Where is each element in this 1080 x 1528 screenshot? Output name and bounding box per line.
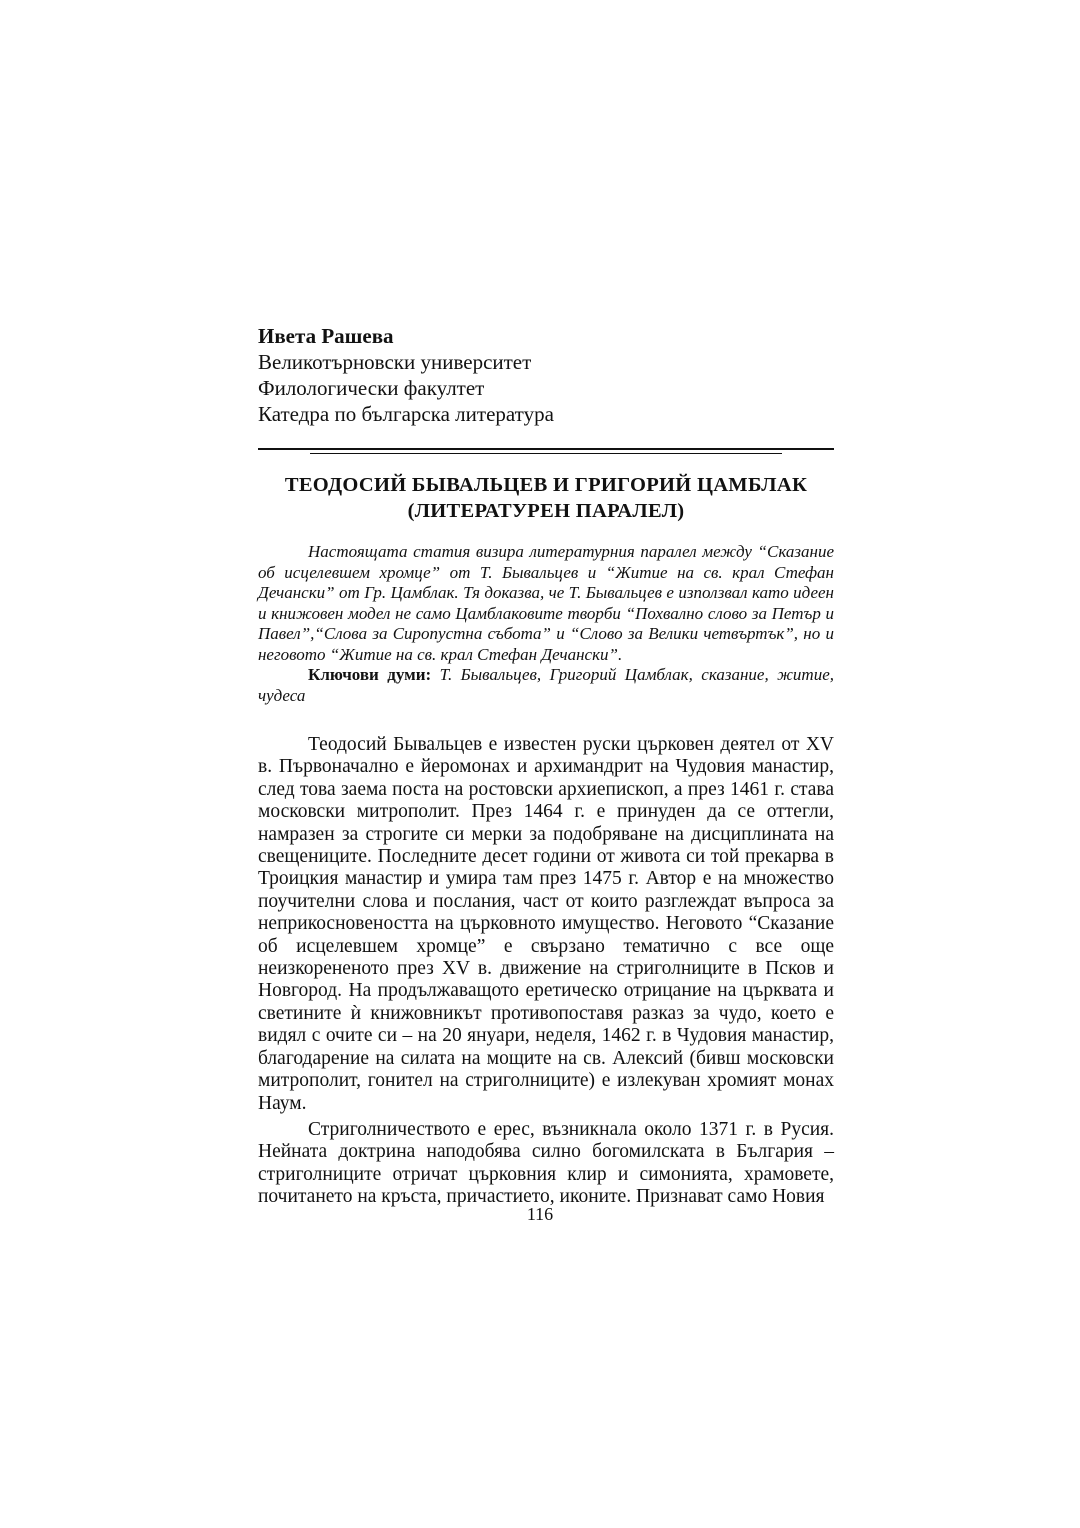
header-rule-thick (258, 448, 834, 450)
article-title (258, 472, 834, 524)
author-affiliation-block (258, 323, 838, 427)
article-title-line2: (ЛИТЕРАТУРЕН ПАРАЛЕЛ) (407, 500, 685, 522)
page-number: 116 (526, 1204, 554, 1224)
author-name: Ивета Рашева (258, 324, 394, 348)
abstract-text: Настоящата статия визира литературния паралел между “Сказание об исцелевшем хромце” от Т. Бывальцев и “Житие на св. крал Стефан Дечански” от Гр. Цамблак. Тя доказва, че Т. Бывальцев е използвал като идеен и книжовен модел не само Цамблаковите творби “Похвално слово за Петър и Павел”,“Слова за Сиропустна събота” и “Слово за Велики четвъртък”, но и неговото “Житие на св. крал Стефан Дечански”. (258, 542, 834, 664)
body-paragraph-1: Теодосий Бывальцев е известен руски църковен деятел от XV в. Първоначално е йеромонах и архимандрит на Чудовия манастир, след това заема поста на ростовски архиепископ, а през 1461 г. става московски митрополит. През 1464 г. е принуден да се оттегли, намразен за строгите си мерки за подобряване на дисциплината на свещениците. Последните десет години от живота си той прекарва в Троицкия манастир и умира там през 1475 г. Автор е на множество поучителни слова и послания, част от които разглеждат въпроса за неприкосновеността на църковното имущество. Неговото “Сказание об исцелевшем хромце” е свързано тематично с все още неизкорененото през XV в. движение на стриголниците в Псков и Новгород. На продължаващото еретическо отрицание на църквата и светините ѝ книжовникът противопоставя разказ за чудо, което е видял с очите си – на 20 януари, неделя, 1462 г. в Чудовия манастир, благодарение на силата на мощите на св. Алексий (бивш московски митрополит, гонител на стриголниците) е излекуван хромият монах Наум. (258, 734, 834, 1114)
university-name: Великотърновски университет (258, 350, 532, 374)
keywords-list: Т. Бывальцев, Григорий Цамблак, сказание, житие, чудеса (258, 665, 834, 705)
department-name: Катедра по българска литература (258, 402, 554, 426)
body-text (258, 734, 834, 1209)
keywords-label: Ключови думи: (308, 665, 432, 684)
faculty-name: Филологически факултет (258, 376, 485, 400)
header-rule-thin (310, 453, 782, 454)
keywords-line (258, 665, 834, 706)
abstract-block (258, 542, 834, 706)
body-paragraph-2: Стриголничеството е ерес, възникнала около 1371 г. в Русия. Нейната доктрина наподобява силно богомилската в България – стриголниците отричат църковния клир и симонията, храмовете, почитането на кръста, причастието, иконите. Признават само Новия (258, 1118, 834, 1208)
article-title-line1: ТЕОДОСИЙ БЫВАЛЬЦЕВ И ГРИГОРИЙ ЦАМБЛАК (284, 474, 808, 496)
